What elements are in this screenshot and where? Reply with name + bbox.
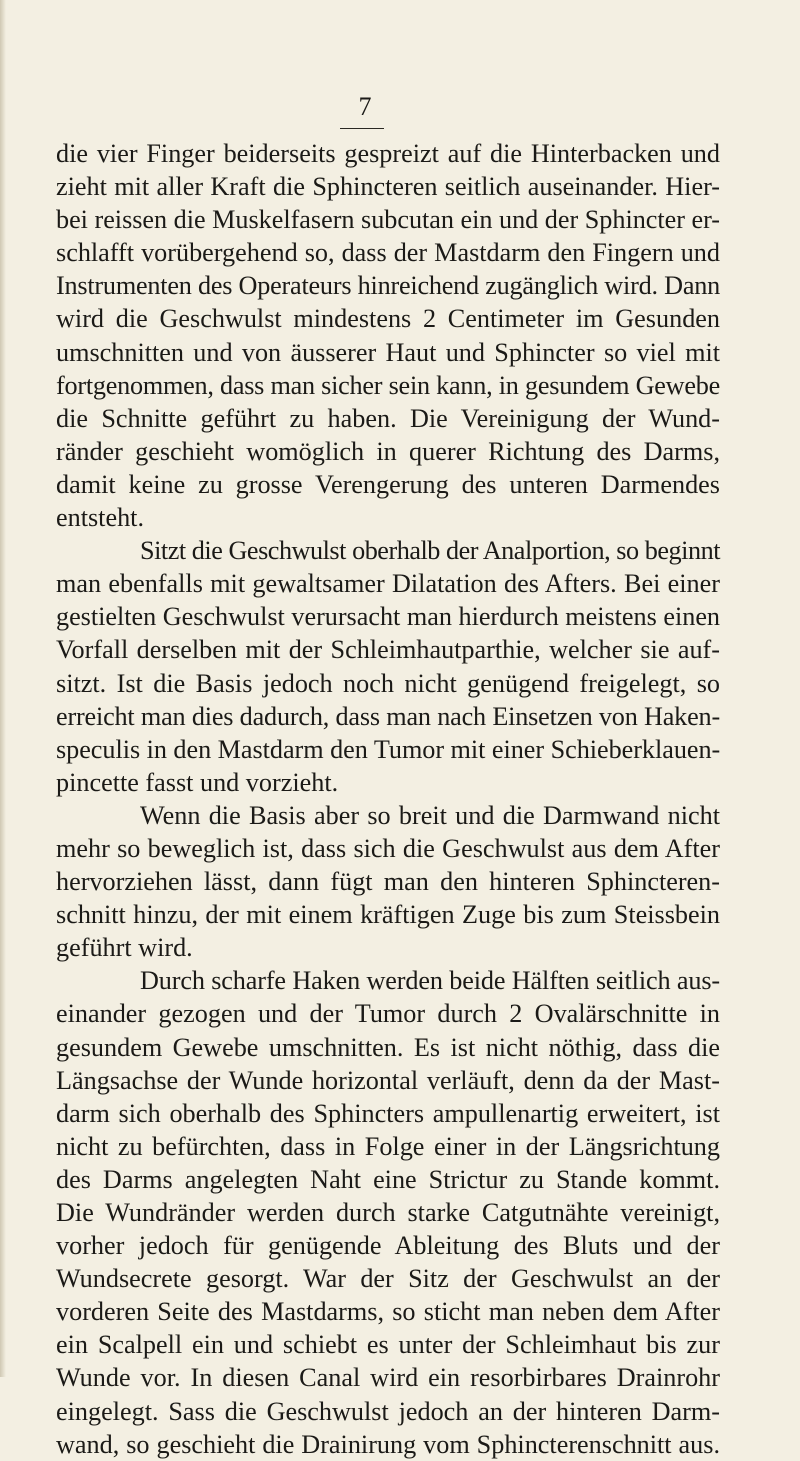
paragraph-3: [56, 799, 720, 964]
text-line: vorher jedoch für genügende Ableitung des Bluts und der: [56, 1231, 720, 1261]
text-line: gestielten Geschwulst verursacht man hierdurch meistens einen: [56, 602, 720, 632]
body-text: [56, 137, 720, 1461]
text-line: damit keine zu grosse Verengerung des unteren Darmendes: [56, 469, 720, 499]
text-line: Vorfall derselben mit der Schleimhautparthie, welcher sie auf-: [56, 635, 720, 665]
text-line: eingelegt. Sass die Geschwulst jedoch an der hinteren Darm-: [56, 1396, 720, 1426]
text-line: geführt wird.: [56, 933, 193, 963]
text-line: schnitt hinzu, der mit einem kräftigen Zuge bis zum Steissbein: [56, 900, 720, 930]
text-line: Die Wundränder werden durch starke Catgutnähte vereinigt,: [56, 1198, 720, 1227]
text-line: bei reissen die Muskelfasern subcutan ein und der Sphincter er-: [56, 205, 720, 235]
text-line: speculis in den Mastdarm den Tumor mit einer Schieberklauen-: [56, 734, 721, 764]
text-line: mehr so beweglich ist, dass sich die Geschwulst aus dem After: [56, 833, 720, 863]
text-line: fortgenommen, dass man sicher sein kann, in gesundem Gewebe: [56, 370, 720, 400]
text-line: Wundsecrete gesorgt. War der Sitz der Geschwulst an der: [56, 1264, 720, 1294]
paragraph-1: [56, 137, 720, 534]
paragraph-4: [56, 964, 720, 1460]
text-line: vorderen Seite des Mastdarms, so sticht man neben dem After: [56, 1297, 720, 1327]
text-line: darm sich oberhalb des Sphincters ampullenartig erweitert, ist: [56, 1098, 720, 1128]
paragraph-2: [56, 534, 720, 799]
text-line: die Schnitte geführt zu haben. Die Vereinigung der Wund-: [56, 403, 720, 433]
text-line: hervorziehen lässt, dann fügt man den hinteren Sphincteren-: [56, 867, 720, 897]
text-line: Wunde vor. In diesen Canal wird ein resorbirbares Drainrohr: [56, 1363, 720, 1393]
text-line: umschnitten und von äusserer Haut und Sphincter so viel mit: [56, 337, 720, 367]
page-edge-shadow: [0, 0, 6, 1377]
page-number-underline: [340, 128, 384, 129]
text-line: wird die Geschwulst mindestens 2 Centimeter im Gesunden: [56, 304, 720, 334]
text-line: erreicht man dies dadurch, dass man nach Einsetzen von Haken-: [56, 701, 720, 731]
text-line: ränder geschieht womöglich in querer Richtung des Darms,: [56, 436, 720, 466]
text-line: Instrumenten des Operateurs hinreichend zugänglich wird. Dann: [56, 271, 721, 301]
text-line: einander gezogen und der Tumor durch 2 Ovalärschnitte in: [56, 999, 720, 1029]
text-line: pincette fasst und vorzieht.: [56, 767, 339, 797]
text-line: entsteht.: [56, 503, 144, 533]
text-line: sitzt. Ist die Basis jedoch noch nicht genügend freigelegt, so: [56, 668, 720, 698]
page-number: 7: [358, 92, 372, 121]
text-line: man ebenfalls mit gewaltsamer Dilatation des Afters. Bei einer: [56, 569, 720, 599]
text-line: zieht mit aller Kraft die Sphincteren seitlich auseinander. Hier-: [56, 172, 720, 202]
text-line: Durch scharfe Haken werden beide Hälften seitlich aus-: [140, 966, 720, 996]
text-line: gesundem Gewebe umschnitten. Es ist nicht nöthig, dass die: [56, 1032, 720, 1062]
text-line: ein Scalpell ein und schiebt es unter der Schleimhaut bis zur: [56, 1330, 720, 1360]
text-line: Wenn die Basis aber so breit und die Darmwand nicht: [140, 800, 720, 830]
text-line: Sitzt die Geschwulst oberhalb der Analportion, so beginnt: [140, 536, 720, 566]
text-line: nicht zu befürchten, dass in Folge einer in der Längsrichtung: [56, 1131, 720, 1161]
text-line: schlafft vorübergehend so, dass der Mastdarm den Fingern und: [56, 238, 720, 268]
text-line: die vier Finger beiderseits gespreizt auf die Hinterbacken und: [56, 139, 720, 168]
text-line: des Darms angelegten Naht eine Strictur zu Stande kommt.: [56, 1164, 720, 1194]
text-line: Längsachse der Wunde horizontal verläuft, denn da der Mast-: [56, 1065, 720, 1095]
text-line: wand, so geschieht die Drainirung vom Sphincterenschnitt aus.: [56, 1429, 720, 1459]
